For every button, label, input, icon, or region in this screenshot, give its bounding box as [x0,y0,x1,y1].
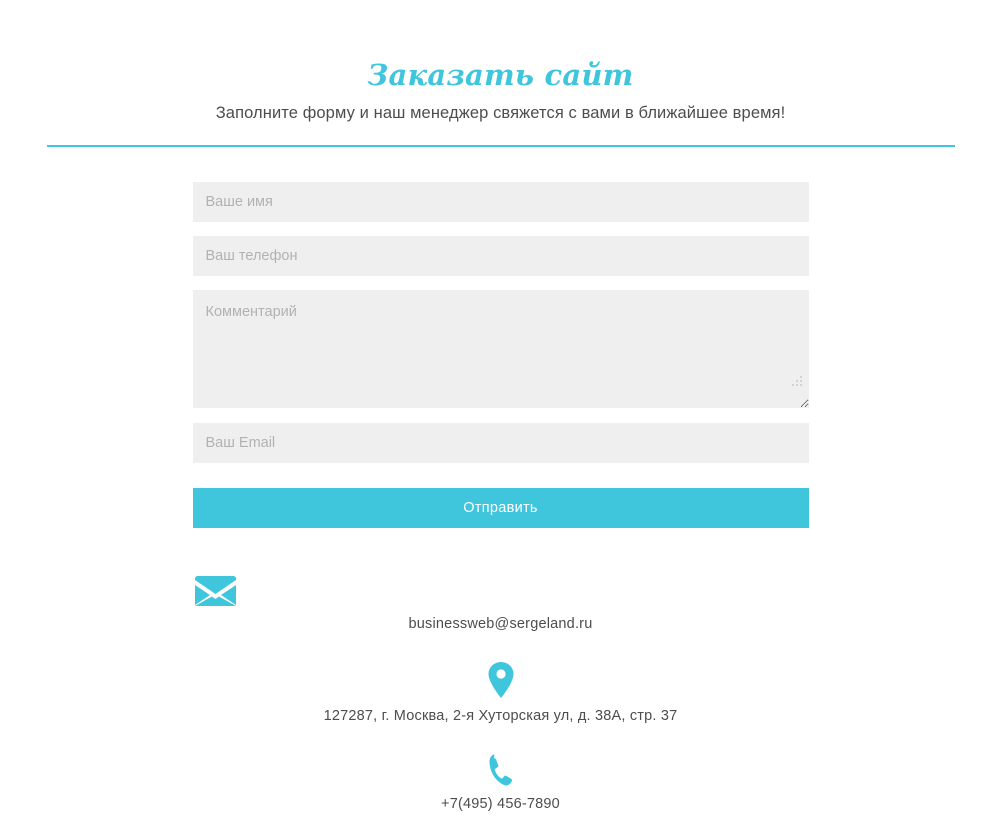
map-pin-icon [193,661,809,699]
phone-icon [193,753,809,787]
page-title: Заказать сайт [367,58,634,92]
contact-address-text: 127287, г. Москва, 2-я Хуторская ул, д. 38А, стр. 37 [323,708,678,724]
phone-input[interactable] [193,236,809,276]
contact-email-row [193,575,809,632]
contact-phone-text: +7(495) 456-7890 [441,796,560,812]
contact-address-row [193,661,809,724]
email-input[interactable] [193,423,809,463]
comment-textarea[interactable] [193,290,809,408]
page-subtitle: Заполните форму и наш менеджер свяжется с вами в ближайшее время! [215,104,786,122]
name-input[interactable] [193,182,809,222]
submit-button[interactable]: Отправить [193,488,809,528]
comment-field-wrapper [193,290,809,408]
envelope-icon [193,575,809,607]
order-form [193,147,809,528]
contacts-block [193,528,809,812]
contact-phone-row [193,753,809,812]
form-header [47,0,955,124]
contact-email-text: businessweb@sergeland.ru [408,616,593,632]
